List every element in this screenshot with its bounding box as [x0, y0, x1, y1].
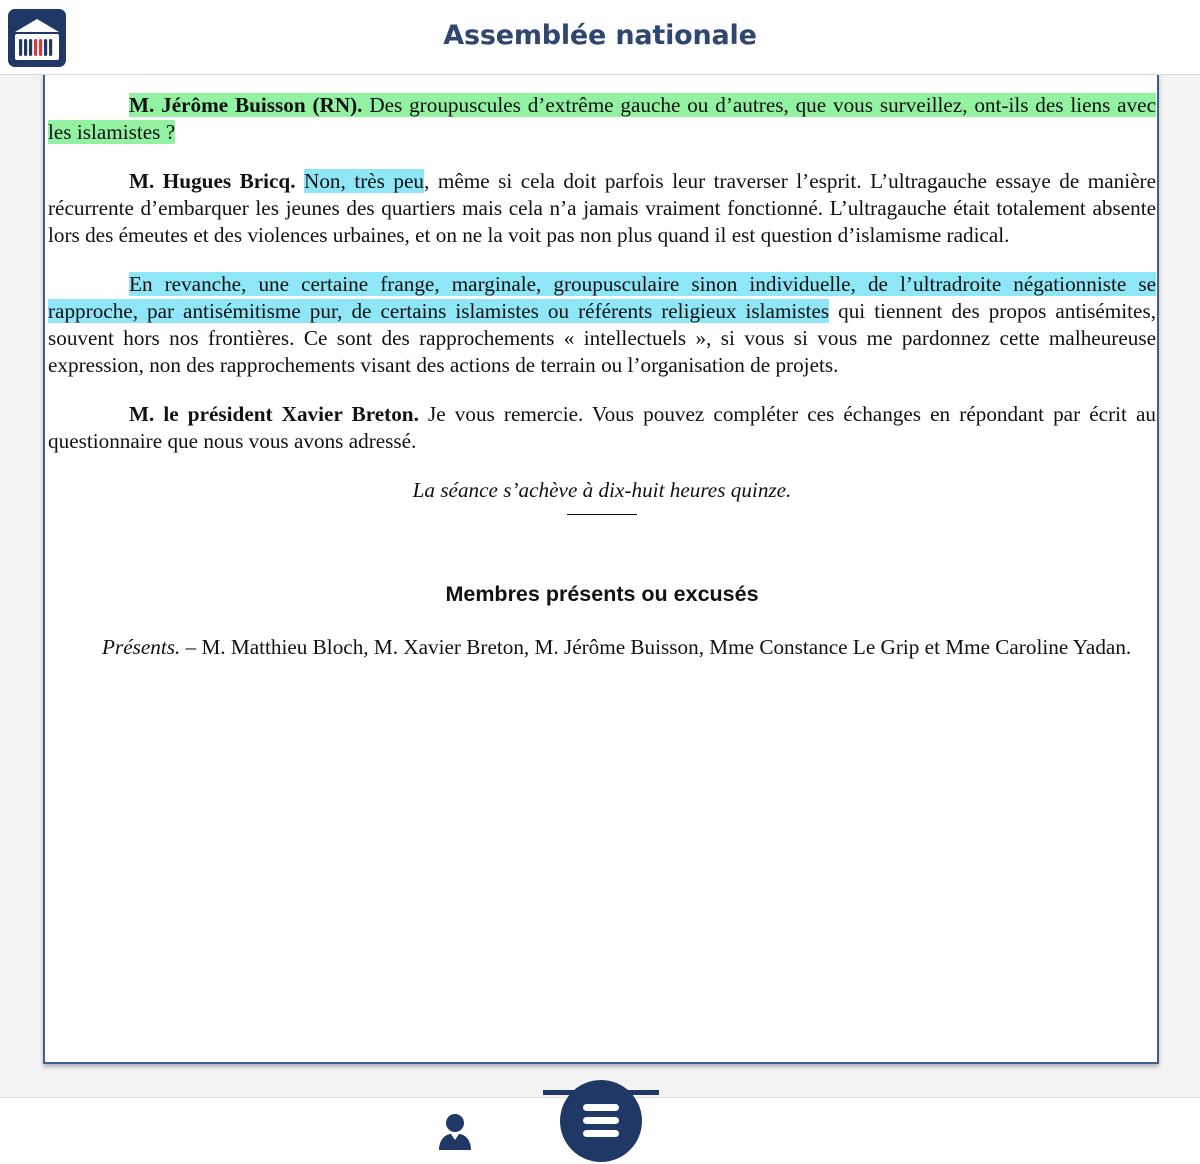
highlight-blue: Non, très peu: [304, 169, 425, 193]
speaker-name: M. le président Xavier Breton.: [129, 402, 419, 426]
paragraph-bricq: [48, 168, 1156, 249]
app-header: [0, 0, 1200, 75]
paragraph-text: Je vous remercie. Vous pouvez compléter ces échanges en répondant par écrit au questionnaire que nous vous avons adressé.: [48, 402, 1157, 453]
highlight-green: [48, 93, 1156, 144]
document-page: [43, 72, 1159, 1064]
paragraph-president: [48, 401, 1156, 455]
person-icon[interactable]: [437, 1112, 473, 1152]
highlight-blue: En revanche, une certaine frange, marginale, groupusculaire sinon individuelle, de l’ultradroite négationniste se rapproche, par antisémitisme pur, de certains islamistes ou référents religieux islamistes: [48, 272, 1156, 323]
hamburger-menu-icon[interactable]: [560, 1080, 642, 1162]
presents-label: Présents.: [102, 635, 181, 659]
paragraph-text: , même si cela doit parfois leur traverser l’esprit. L’ultragauche essaye de manière récurrente d’embarquer les jeunes des quartiers mais cela n’a jamais vraiment fonctionné. L’ultragauche était totalement absente lors des émeutes et des violences urbaines, et on ne la voit pas non plus quand il est question d’islamisme radical.: [48, 169, 1157, 247]
paragraph-text: qui tiennent des propos antisémites, souvent hors nos frontières. Ce sont des rapprochements « intellectuels », si vous si vous me pardonnez cette malheureuse expression, non des rapprochements visant des actions de terrain ou l’organisation de projets.: [48, 299, 1156, 377]
paragraph-ultradroite: [48, 271, 1156, 379]
closing-line: La séance s’achève à dix-huit heures quinze.: [412, 478, 792, 502]
paragraph-buisson: [48, 92, 1156, 146]
section-title: Membres présents ou excusés: [445, 582, 759, 606]
document-content: [48, 92, 1156, 661]
speaker-name: M. Jérôme Buisson (RN).: [129, 93, 363, 117]
presents-list: – M. Matthieu Bloch, M. Xavier Breton, M. Jérôme Buisson, Mme Constance Le Grip et Mme Caroline Yadan.: [185, 635, 1132, 659]
paragraph-text: Des groupuscules d’extrême gauche ou d’autres, que vous surveillez, ont-ils des liens avec les islamistes ?: [48, 93, 1156, 144]
app-title: Assemblée nationale: [443, 20, 757, 51]
speaker-name: M. Hugues Bricq.: [129, 169, 296, 193]
presents-paragraph: [48, 634, 1156, 661]
separator-rule: [567, 514, 637, 515]
